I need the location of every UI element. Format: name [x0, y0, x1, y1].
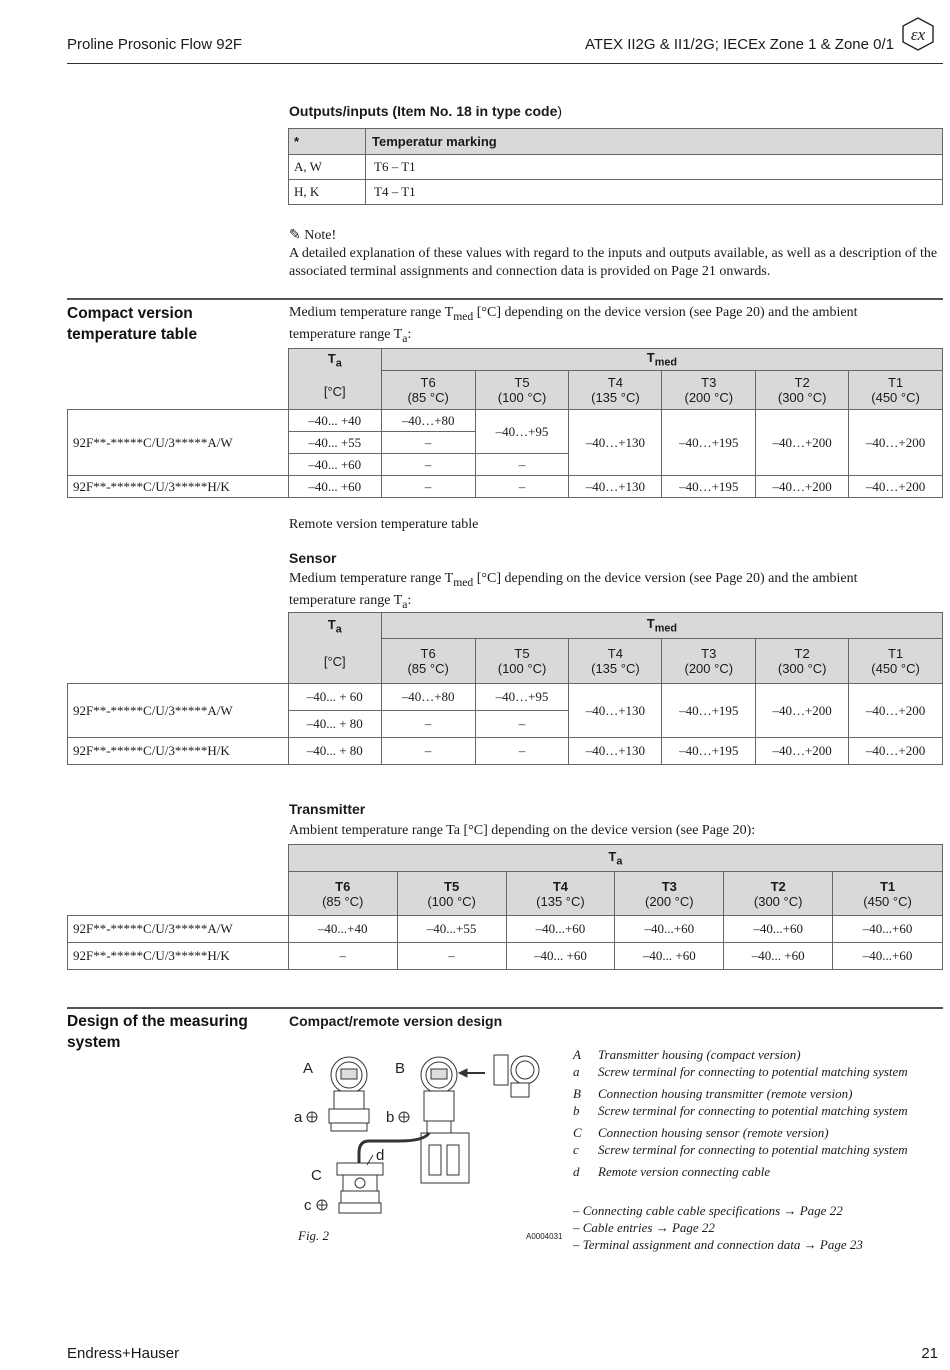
- table-cell: –40…+195: [662, 476, 756, 498]
- table-cell: 92F**-*****C/U/3*****A/W: [68, 410, 289, 476]
- table-cell: –40...+60: [833, 916, 943, 943]
- table-header-cell: $T_{med}$: [381, 349, 942, 371]
- fig-letter-b: b: [386, 1109, 395, 1126]
- table-cell: –40…+200: [849, 738, 943, 765]
- arrow-right-icon: →: [803, 1237, 817, 1252]
- page-references: [573, 1202, 943, 1253]
- table-cell: –40... +60: [288, 476, 381, 498]
- note-text: A detailed explanation of these values with regard to the inputs and outputs available, as well as a description of the associated terminal assignments and connection data is provided on Page 21 onwards.: [289, 246, 938, 279]
- table-header-cell: $T_a$ [°C]: [288, 349, 381, 410]
- table-header-row: [68, 845, 943, 872]
- outputs-title: Outputs/inputs (Item No. 18 in type code): [289, 103, 563, 119]
- table-cell: –40…+200: [756, 476, 849, 498]
- compact-temp-table: [67, 348, 943, 498]
- table-header-cell: $T_a$ [°C]: [288, 613, 381, 684]
- table-header-cell: T3 (200 °C): [662, 639, 756, 684]
- table-cell: –: [381, 476, 475, 498]
- table-header-cell: T4 (135 °C): [506, 872, 615, 916]
- note-label: Note!: [304, 228, 337, 243]
- page-reference-link[interactable]: – Cable entries → Page 22: [573, 1220, 715, 1235]
- table-header-cell: T6 (85 °C): [381, 371, 475, 410]
- figure-code: A0004031: [526, 1232, 563, 1241]
- table-header-cell: T6 (85 °C): [381, 639, 475, 684]
- table-header-cell: T2 (300 °C): [756, 371, 849, 410]
- table-cell: –: [475, 738, 569, 765]
- table-cell: [68, 349, 289, 410]
- table-cell: –: [381, 711, 475, 738]
- outputs-cell: T4 – T1: [366, 180, 943, 205]
- table-cell: –40...+60: [833, 943, 943, 970]
- fig-letter-c: c: [304, 1197, 312, 1214]
- header-right: ATEX II2G & II1/2G; IECEx Zone 1 & Zone 0/1: [584, 36, 894, 53]
- table-cell: –40…+200: [756, 684, 849, 738]
- table-cell: 92F**-*****C/U/3*****H/K: [68, 738, 289, 765]
- figure-label: Fig. 2: [298, 1228, 330, 1243]
- table-cell: –40...+55: [397, 916, 506, 943]
- table-cell: –40...+60: [724, 916, 833, 943]
- page-reference-link[interactable]: – Terminal assignment and connection data → Page 23: [573, 1237, 863, 1252]
- page-number: 21: [921, 1345, 938, 1362]
- table-cell: –40…+195: [662, 738, 756, 765]
- table-row: [68, 476, 943, 498]
- table-header-row: [289, 155, 943, 180]
- remote-intro: Medium temperature range $T_{med}$ [°C] depending on the device version (see Page 20) and the ambient temperature range $T_a$:: [289, 571, 858, 611]
- compact-section-title: Compact version temperature table: [67, 305, 198, 343]
- table-row: [68, 410, 943, 432]
- remote-heading: Remote version temperature table: [289, 517, 479, 532]
- measuring-system-figure: [289, 1045, 564, 1245]
- fig-letter-A: A: [303, 1060, 314, 1077]
- table-cell: –40... +60: [288, 454, 381, 476]
- table-cell: –: [288, 943, 397, 970]
- page-reference-link[interactable]: – Connecting cable cable specifications → Page 22: [573, 1203, 843, 1218]
- table-cell: –40…+80: [381, 684, 475, 711]
- fig-letter-a: a: [294, 1109, 303, 1126]
- table-header-cell: T2 (300 °C): [756, 639, 849, 684]
- arrow-right-icon: →: [655, 1220, 669, 1235]
- table-header-row: [68, 613, 943, 639]
- table-header-cell: T3 (200 °C): [662, 371, 756, 410]
- table-cell: –40…+130: [569, 738, 662, 765]
- table-cell: –40…+200: [849, 476, 943, 498]
- table-cell: –40... +60: [724, 943, 833, 970]
- table-row: [68, 738, 943, 765]
- table-header-cell: T2 (300 °C): [724, 872, 833, 916]
- table-header-cell: $T_a$: [288, 845, 942, 872]
- table-cell: –40…+95: [475, 410, 569, 454]
- table-header-cell: $T_{med}$: [381, 613, 942, 639]
- table-cell: –40... +40: [288, 410, 381, 432]
- table-cell: 92F**-*****C/U/3*****A/W: [68, 684, 289, 738]
- table-cell: –: [475, 454, 569, 476]
- header-left: Proline Prosonic Flow 92F: [67, 36, 243, 53]
- table-cell: 92F**-*****C/U/3*****H/K: [68, 476, 289, 498]
- table-cell: –40…+200: [849, 684, 943, 738]
- table-header-cell: T1 (450 °C): [849, 639, 943, 684]
- table-cell: –40... + 60: [288, 684, 381, 711]
- table-cell: –40…+95: [475, 684, 569, 711]
- table-cell: –: [381, 738, 475, 765]
- table-cell: –: [397, 943, 506, 970]
- table-cell: –40... +60: [506, 943, 615, 970]
- table-cell: –: [475, 711, 569, 738]
- table-cell: –40... +55: [288, 432, 381, 454]
- transmitter-intro: Ambient temperature range Ta [°C] depending on the device version (see Page 20):: [289, 823, 756, 838]
- table-cell: –: [475, 476, 569, 498]
- table-row: [68, 684, 943, 711]
- transmitter-temp-table: [67, 844, 943, 970]
- table-cell: –40... +60: [615, 943, 724, 970]
- table-cell: –40…+130: [569, 684, 662, 738]
- pencil-icon: ✎: [289, 228, 301, 243]
- ex-icon: [900, 16, 936, 52]
- table-header-row: [289, 180, 943, 205]
- note: [289, 227, 943, 281]
- compact-intro: Medium temperature range $T_{med}$ [°C] depending on the device version (see Page 20) and the ambient temperature range $T_a$:: [289, 305, 858, 345]
- figure-legend: A Transmitter housing (compact version) a Screw terminal for connecting to potential matching system B Connection housing transmitter (remote version) b Screw terminal for connecting to potential matching system C Connection housing sensor (remote version) c Screw terminal for connecting to potential matching system d Remote version connecting cable: [573, 1047, 908, 1179]
- outputs-cell: H, K: [289, 180, 366, 205]
- table-header-cell: T4 (135 °C): [569, 371, 662, 410]
- table-cell: –40…+80: [381, 410, 475, 432]
- ex-mark-text: εx: [910, 25, 926, 44]
- table-cell: –: [381, 454, 475, 476]
- arrow-right-icon: →: [783, 1203, 797, 1218]
- outputs-header-star: *: [289, 129, 366, 155]
- table-header-cell: T5 (100 °C): [475, 371, 569, 410]
- table-cell: –40…+195: [662, 684, 756, 738]
- design-subtitle: Compact/remote version design: [289, 1013, 503, 1029]
- table-header-cell: T1 (450 °C): [849, 371, 943, 410]
- outputs-cell: T6 – T1: [366, 155, 943, 180]
- table-cell: 92F**-*****C/U/3*****A/W: [68, 916, 289, 943]
- footer-brand: Endress+Hauser: [67, 1345, 180, 1362]
- table-header-cell: T3 (200 °C): [615, 872, 724, 916]
- table-cell: –: [381, 432, 475, 454]
- table-cell: –40…+200: [849, 410, 943, 476]
- table-header-cell: T5 (100 °C): [475, 639, 569, 684]
- table-header-cell: T4 (135 °C): [569, 639, 662, 684]
- table-cell: –40…+130: [569, 476, 662, 498]
- table-header-cell: T5 (100 °C): [397, 872, 506, 916]
- table-cell: –40... + 80: [288, 711, 381, 738]
- fig-letter-d: d: [376, 1147, 385, 1164]
- section-rule: [67, 298, 943, 300]
- outputs-header-marking: Temperatur marking: [366, 129, 943, 155]
- table-header-row: [289, 129, 943, 155]
- sensor-label: Sensor: [289, 550, 337, 566]
- table-header-row: [68, 349, 943, 371]
- table-cell: –40...+60: [615, 916, 724, 943]
- table-cell: 92F**-*****C/U/3*****H/K: [68, 943, 289, 970]
- table-cell: –40…+130: [569, 410, 662, 476]
- table-cell: –40... + 80: [288, 738, 381, 765]
- table-cell: –40...+40: [288, 916, 397, 943]
- fig-letter-B: B: [395, 1060, 406, 1077]
- table-cell: [68, 613, 289, 684]
- table-cell: –40…+200: [756, 738, 849, 765]
- section-rule: [67, 1007, 943, 1009]
- sensor-temp-table: [67, 612, 943, 765]
- table-cell: –40...+60: [506, 916, 615, 943]
- table-row: [68, 916, 943, 943]
- fig-letter-C: C: [311, 1167, 322, 1184]
- transmitter-label: Transmitter: [289, 801, 366, 817]
- table-header-cell: T6 (85 °C): [288, 872, 397, 916]
- header-rule: [67, 63, 943, 64]
- table-cell: [68, 845, 289, 916]
- outputs-table: [288, 128, 943, 205]
- table-header-cell: T1 (450 °C): [833, 872, 943, 916]
- outputs-cell: A, W: [289, 155, 366, 180]
- table-row: [68, 943, 943, 970]
- design-section-title: Design of the measuring system: [67, 1013, 248, 1051]
- table-cell: –40…+195: [662, 410, 756, 476]
- table-cell: –40…+200: [756, 410, 849, 476]
